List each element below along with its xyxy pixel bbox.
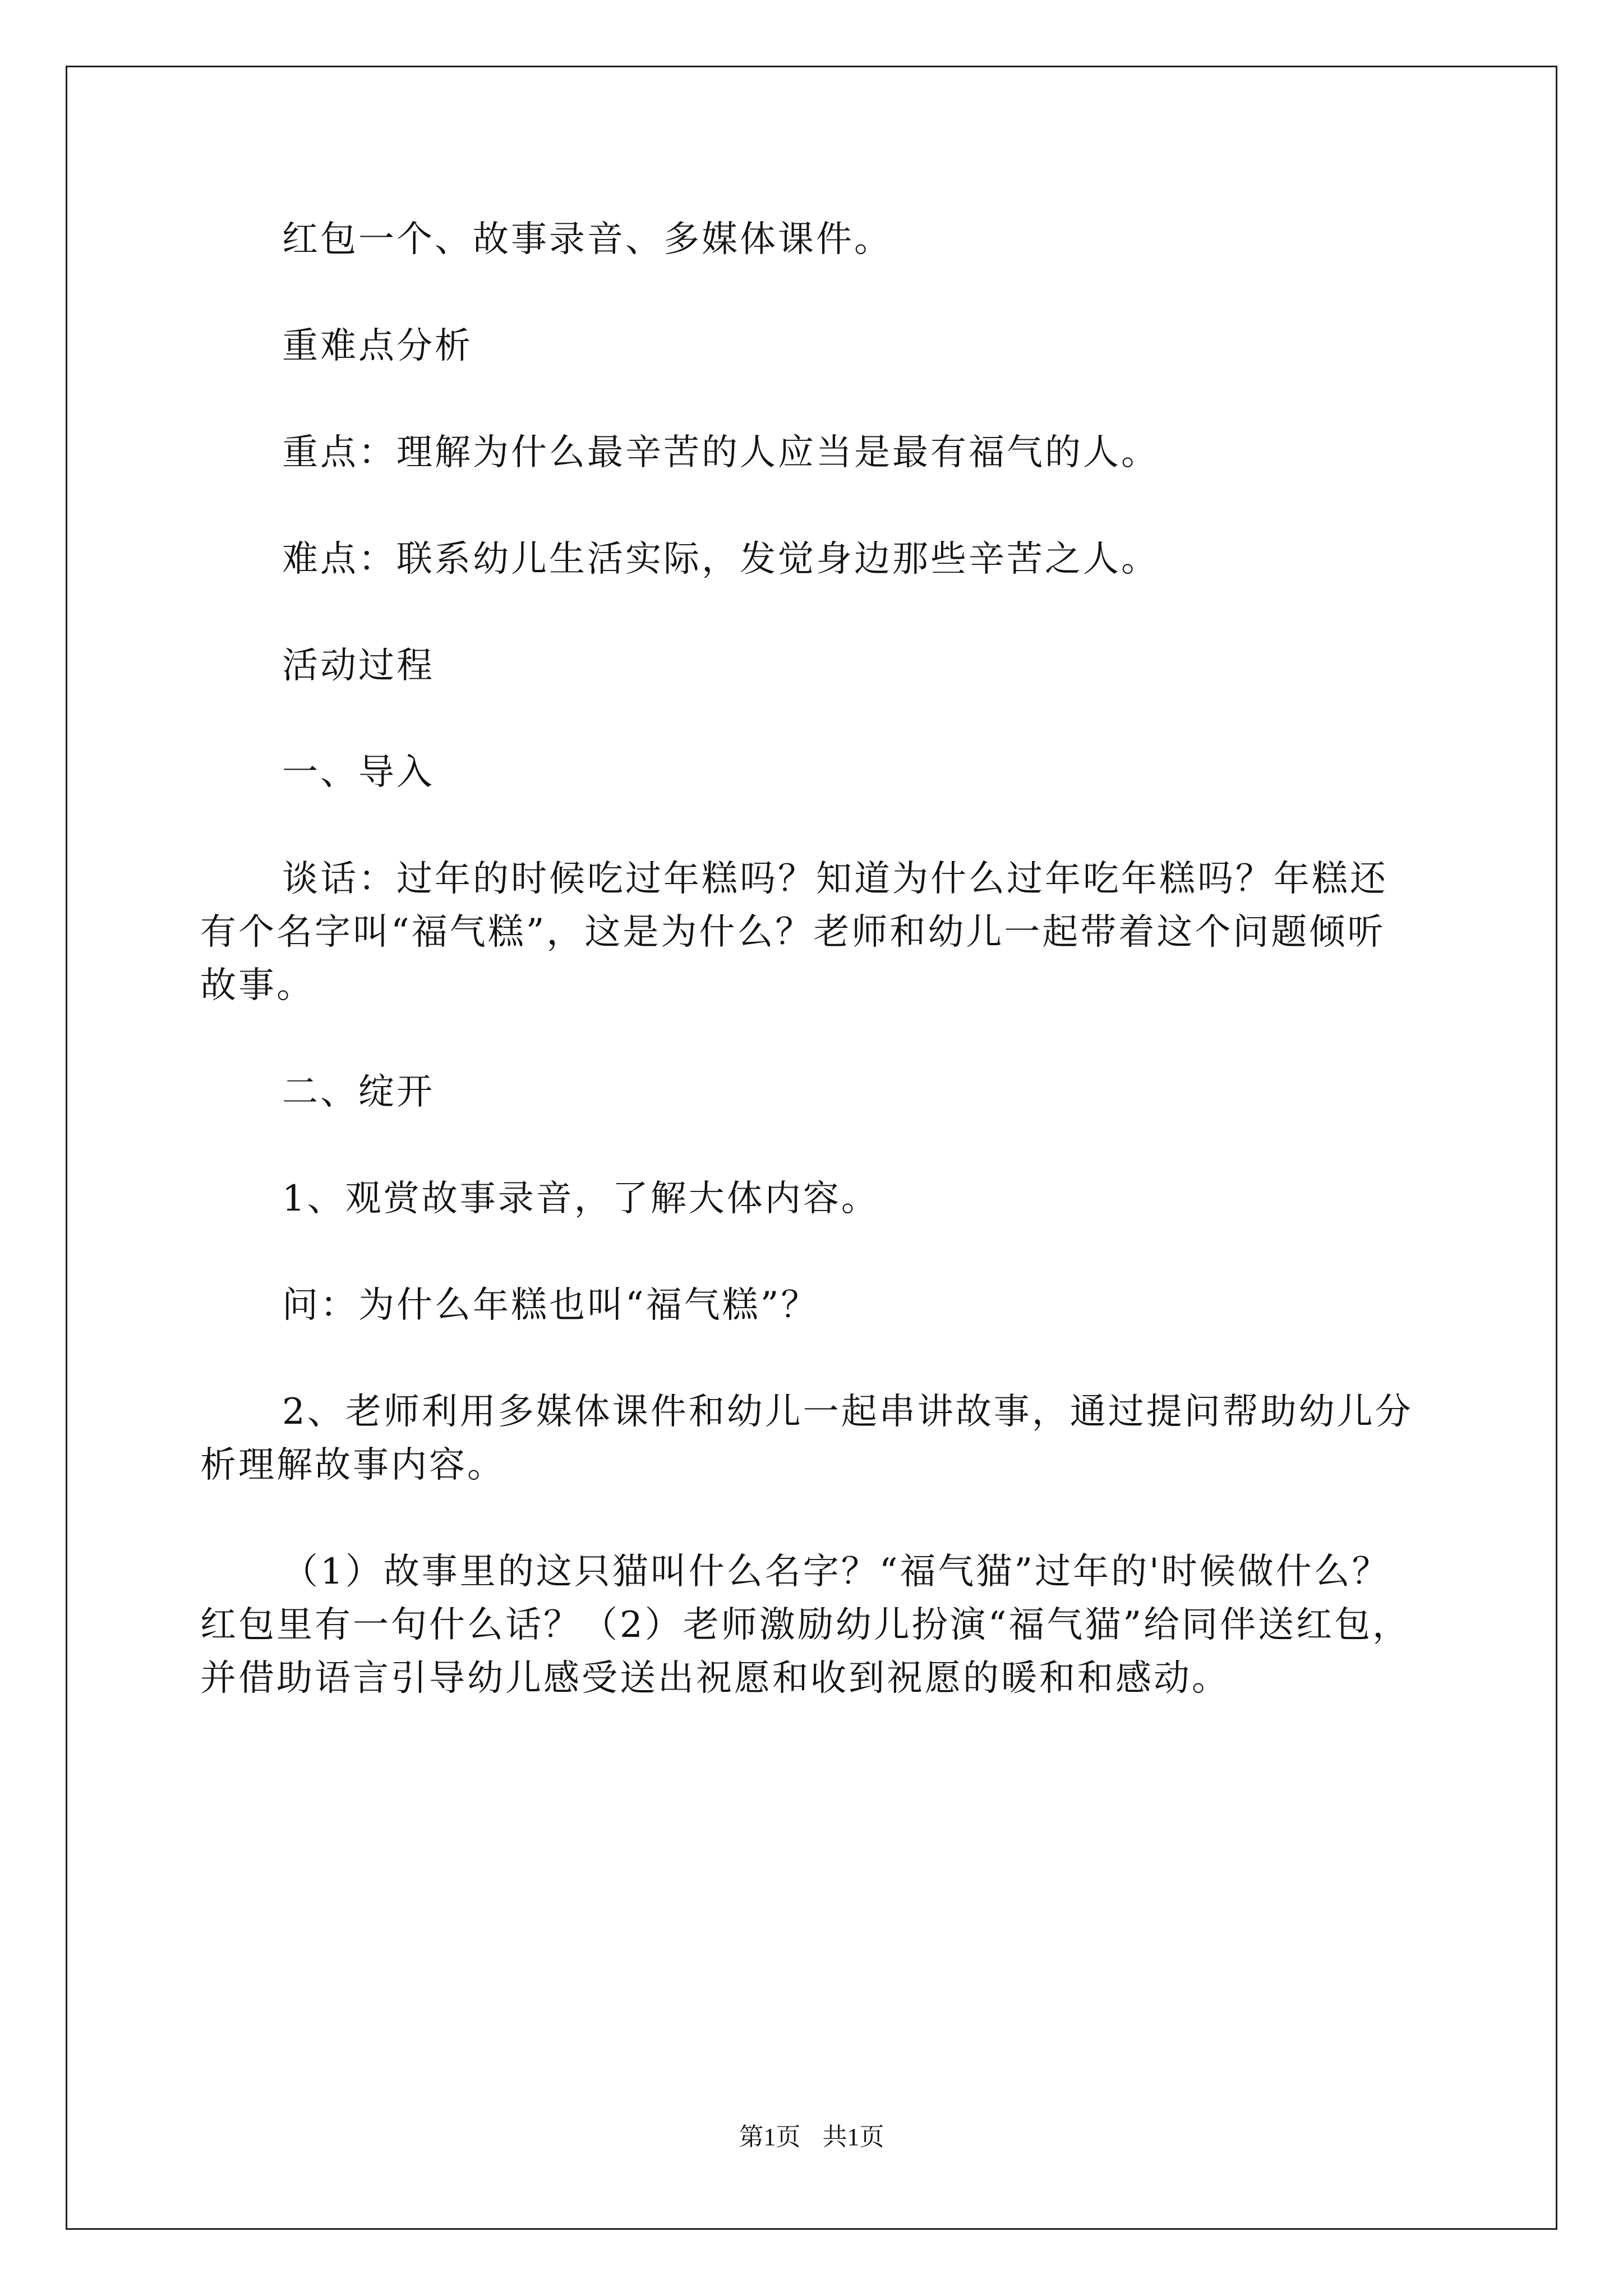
heading-introduction: 一、导入 xyxy=(282,752,435,793)
paragraph-question: 问：为什么年糕也叫“福气糕”？ xyxy=(282,1285,819,1326)
paragraph-materials: 红包一个、故事录音、多媒体课件。 xyxy=(282,219,892,260)
page-number-current: 第1页 xyxy=(739,2123,801,2151)
heading-key-difficult-points: 重难点分析 xyxy=(282,325,473,367)
page-footer xyxy=(0,2120,1623,2154)
paragraph-substeps: （1）故事里的这只猫叫什么名字？“福气猫”过年的'时候做什么？红包里有一句什么话？（2）老师激励幼儿扮演“福气猫”给同伴送红包，并借助语言引导幼儿感受送出祝愿和收到祝愿的暖和和感动。 xyxy=(200,1551,1411,1699)
heading-unfold: 二、绽开 xyxy=(282,1071,435,1113)
paragraph-step-2: 2、老师利用多媒体课件和幼儿一起串讲故事，通过提问帮助幼儿分析理解故事内容。 xyxy=(200,1391,1413,1486)
paragraph-conversation: 谈话：过年的时候吃过年糕吗？知道为什么过年吃年糕吗？年糕还有个名字叫“福气糕”，这是为什么？老师和幼儿一起带着这个问题倾听故事。 xyxy=(200,858,1388,1006)
document-body xyxy=(200,213,1423,1759)
paragraph-step-1: 1、观赏故事录音，了解大体内容。 xyxy=(282,1178,879,1220)
heading-activity-process: 活动过程 xyxy=(282,645,435,687)
paragraph-key-point: 重点：理解为什么最辛苦的人应当是最有福气的人。 xyxy=(282,432,1159,473)
paragraph-difficult-point: 难点：联系幼儿生活实际，发觉身边那些辛苦之人。 xyxy=(282,539,1159,580)
page-number-total: 共1页 xyxy=(822,2123,884,2151)
